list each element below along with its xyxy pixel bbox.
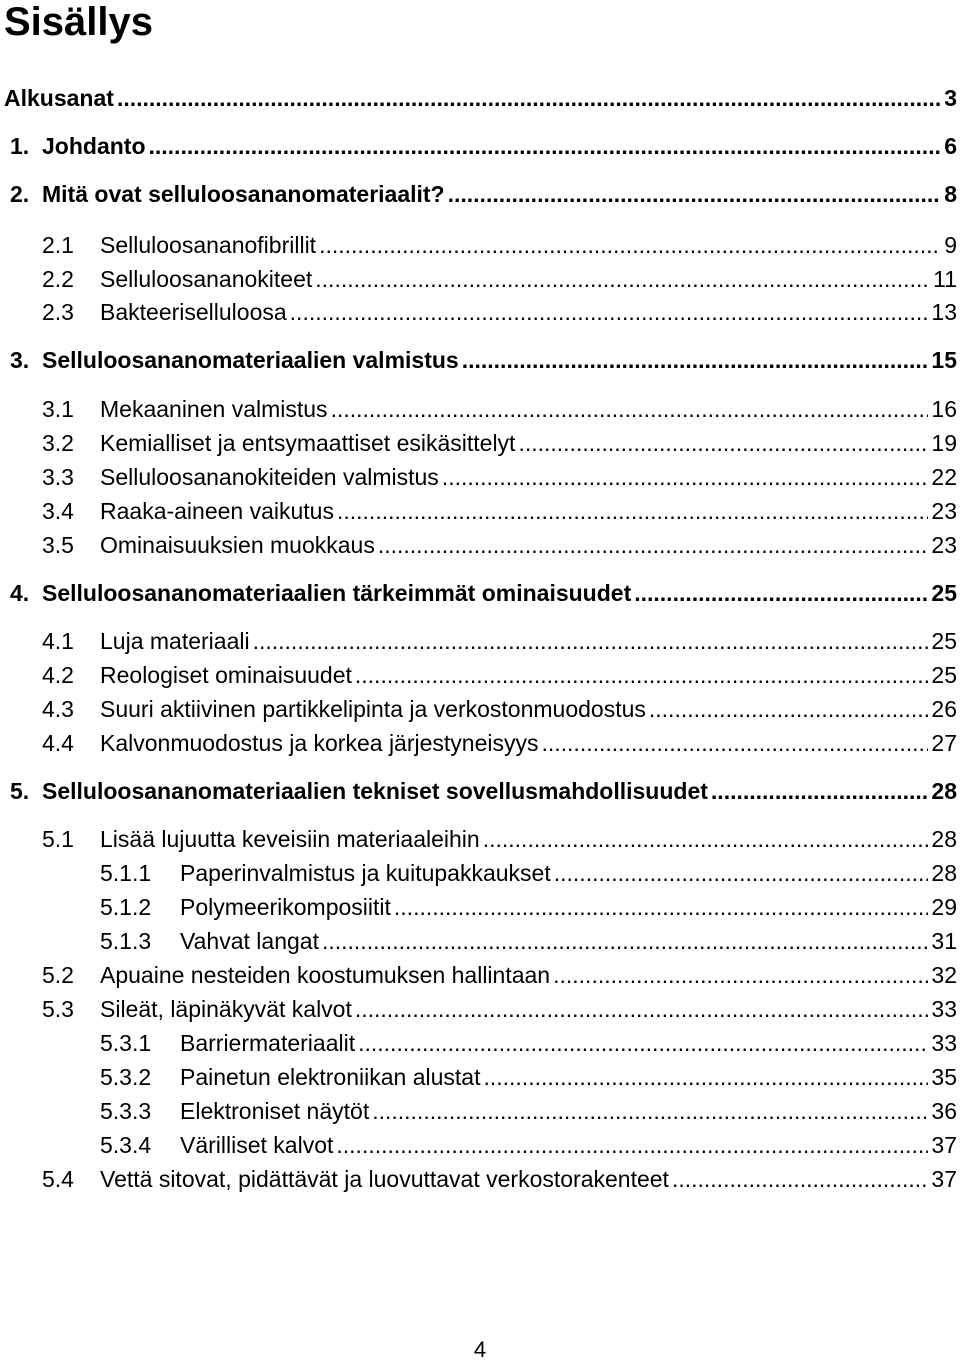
toc-entry-label: Raaka-aineen vaikutus xyxy=(100,495,335,527)
toc-leader-dots xyxy=(253,625,929,657)
toc-entry-page: 13 xyxy=(930,296,957,328)
toc-entry-label: Reologiset ominaisuudet xyxy=(100,659,353,691)
page-title: Sisällys xyxy=(4,0,154,44)
toc-entry-label: Polymeerikomposiitit xyxy=(180,891,392,923)
toc-leader-dots xyxy=(711,775,928,807)
toc-entry-number: 2.2 xyxy=(42,263,75,295)
toc-entry-page: 28 xyxy=(930,857,957,889)
toc-leader-dots xyxy=(448,178,942,210)
toc-entry-page: 32 xyxy=(930,959,957,991)
toc-entry[interactable] xyxy=(0,775,960,807)
toc-leader-dots xyxy=(149,130,942,162)
toc-entry[interactable] xyxy=(0,659,960,691)
toc-entry-number: 5.1 xyxy=(42,823,75,855)
toc-entry[interactable] xyxy=(0,959,960,991)
toc-entry[interactable] xyxy=(0,693,960,725)
toc-entry-number: 2.1 xyxy=(42,229,75,261)
toc-entry[interactable] xyxy=(0,1027,960,1059)
toc-entry-number: 5.4 xyxy=(42,1163,75,1195)
toc-entry-number: 4.3 xyxy=(42,693,75,725)
toc-entry[interactable] xyxy=(0,495,960,527)
toc-entry[interactable] xyxy=(0,1129,960,1161)
toc-leader-dots xyxy=(378,529,929,561)
toc-entry[interactable] xyxy=(0,577,960,609)
toc-entry-number: 5.1.2 xyxy=(100,891,152,923)
toc-entry[interactable] xyxy=(0,1095,960,1127)
toc-leader-dots xyxy=(319,229,941,261)
toc-entry-label: Apuaine nesteiden koostumuksen hallintaan xyxy=(100,959,551,991)
toc-entry-page: 37 xyxy=(930,1163,957,1195)
toc-entry-label: Vettä sitovat, pidättävät ja luovuttavat verkostorakenteet xyxy=(100,1163,670,1195)
toc-entry-page: 19 xyxy=(930,427,957,459)
toc-entry-number: 5.1.1 xyxy=(100,857,152,889)
toc-entry-page: 36 xyxy=(930,1095,957,1127)
toc-entry[interactable] xyxy=(0,82,960,114)
toc-entry-page: 25 xyxy=(930,625,957,657)
toc-entry-label: Luja materiaali xyxy=(100,625,251,657)
toc-entry-number: 4.1 xyxy=(42,625,75,657)
toc-entry-number: 1. xyxy=(10,130,30,162)
toc-entry-page: 23 xyxy=(930,495,957,527)
toc-entry[interactable] xyxy=(0,727,960,759)
toc-entry-number: 3.3 xyxy=(42,461,75,493)
toc-entry-label: Värilliset kalvot xyxy=(180,1129,334,1161)
toc-leader-dots xyxy=(331,393,929,425)
toc-entry[interactable] xyxy=(0,296,960,328)
toc-entry-label: Johdanto xyxy=(42,130,147,162)
toc-entry-page: 37 xyxy=(930,1129,957,1161)
toc-entry[interactable] xyxy=(0,130,960,162)
toc-leader-dots xyxy=(355,659,929,691)
toc-entry-page: 35 xyxy=(930,1061,957,1093)
toc-leader-dots xyxy=(336,1129,928,1161)
toc-entry-page: 3 xyxy=(943,82,957,114)
toc-entry-number: 5.2 xyxy=(42,959,75,991)
toc-leader-dots xyxy=(462,344,929,376)
page-number: 4 xyxy=(473,1337,487,1362)
toc-entry-number: 5.3.4 xyxy=(100,1129,152,1161)
toc-entry[interactable] xyxy=(0,393,960,425)
toc-leader-dots xyxy=(290,296,929,328)
toc-leader-dots xyxy=(315,263,930,295)
toc-entry-label: Barriermateriaalit xyxy=(180,1027,356,1059)
toc-entry-page: 28 xyxy=(930,775,957,807)
toc-leader-dots xyxy=(634,577,928,609)
toc-entry-label: Selluloosananomateriaalien tekniset sovellusmahdollisuudet xyxy=(42,775,709,807)
toc-entry-page: 6 xyxy=(943,130,957,162)
toc-entry-label: Selluloosananomateriaalien tärkeimmät ominaisuudet xyxy=(42,577,632,609)
toc-leader-dots xyxy=(322,925,928,957)
toc-entry-number: 3.4 xyxy=(42,495,75,527)
toc-leader-dots xyxy=(483,823,929,855)
toc-leader-dots xyxy=(541,727,928,759)
toc-entry-number: 4. xyxy=(10,577,30,609)
toc-entry-number: 5.3 xyxy=(42,993,75,1025)
toc-entry-page: 16 xyxy=(930,393,957,425)
toc-entry-number: 2. xyxy=(10,178,30,210)
toc-entry-label: Elektroniset näytöt xyxy=(180,1095,370,1127)
toc-entry-label: Ominaisuuksien muokkaus xyxy=(100,529,376,561)
toc-entry[interactable] xyxy=(0,1163,960,1195)
toc-entry-label: Selluloosananomateriaalien valmistus xyxy=(42,344,460,376)
toc-entry[interactable] xyxy=(0,263,960,295)
toc-entry-page: 22 xyxy=(930,461,957,493)
toc-leader-dots xyxy=(358,1027,928,1059)
toc-leader-dots xyxy=(117,82,941,114)
toc-entry-page: 33 xyxy=(930,993,957,1025)
toc-entry[interactable] xyxy=(0,993,960,1025)
toc-entry-number: 3.1 xyxy=(42,393,75,425)
toc-entry-label: Bakteeriselluloosa xyxy=(100,296,288,328)
toc-entry[interactable] xyxy=(0,461,960,493)
toc-entry[interactable] xyxy=(0,925,960,957)
toc-leader-dots xyxy=(442,461,929,493)
toc-entry-number: 4.4 xyxy=(42,727,75,759)
toc-entry-number: 5. xyxy=(10,775,30,807)
toc-entry[interactable] xyxy=(0,1061,960,1093)
toc-entry[interactable] xyxy=(0,891,960,923)
toc-entry-number: 3.5 xyxy=(42,529,75,561)
toc-entry[interactable] xyxy=(0,625,960,657)
toc-leader-dots xyxy=(672,1163,928,1195)
toc-entry-number: 5.3.1 xyxy=(100,1027,152,1059)
toc-entry-number: 5.1.3 xyxy=(100,925,152,957)
toc-entry-label: Selluloosananokiteet xyxy=(100,263,313,295)
toc-entry-page: 8 xyxy=(943,178,957,210)
toc-leader-dots xyxy=(518,427,928,459)
toc-entry-page: 31 xyxy=(930,925,957,957)
toc-entry-label: Vahvat langat xyxy=(180,925,320,957)
toc-entry-page: 9 xyxy=(943,229,957,261)
toc-entry-label: Lisää lujuutta keveisiin materiaaleihin xyxy=(100,823,481,855)
toc-entry-number: 2.3 xyxy=(42,296,75,328)
toc-entry-label: Kemialliset ja entsymaattiset esikäsittelyt xyxy=(100,427,516,459)
toc-entry-page: 25 xyxy=(930,577,957,609)
toc-entry-page: 33 xyxy=(930,1027,957,1059)
toc-entry[interactable] xyxy=(0,857,960,889)
toc-leader-dots xyxy=(553,959,928,991)
toc-entry[interactable] xyxy=(0,823,960,855)
toc-entry-label: Sileät, läpinäkyvät kalvot xyxy=(100,993,353,1025)
toc-entry[interactable] xyxy=(0,427,960,459)
toc-entry-label: Alkusanat xyxy=(4,82,115,114)
toc-entry-page: 27 xyxy=(930,727,957,759)
toc-entry-label: Mekaaninen valmistus xyxy=(100,393,329,425)
toc-entry-number: 3. xyxy=(10,344,30,376)
toc-entry-page: 25 xyxy=(930,659,957,691)
toc-entry-page: 11 xyxy=(932,263,957,295)
toc-entry-page: 15 xyxy=(930,344,957,376)
toc-leader-dots xyxy=(483,1061,928,1093)
toc-leader-dots xyxy=(355,993,929,1025)
toc-entry-label: Mitä ovat selluloosananomateriaalit? xyxy=(42,178,446,210)
toc-entry-label: Selluloosananofibrillit xyxy=(100,229,317,261)
toc-entry-label: Selluloosananokiteiden valmistus xyxy=(100,461,440,493)
toc-entry[interactable] xyxy=(0,344,960,376)
toc-entry-label: Suuri aktiivinen partikkelipinta ja verkostonmuodostus xyxy=(100,693,647,725)
toc-entry-number: 3.2 xyxy=(42,427,75,459)
toc-entry-number: 5.3.3 xyxy=(100,1095,152,1127)
toc-leader-dots xyxy=(337,495,928,527)
toc-entry-page: 26 xyxy=(930,693,957,725)
toc-leader-dots xyxy=(649,693,929,725)
toc-entry-label: Paperinvalmistus ja kuitupakkaukset xyxy=(180,857,552,889)
toc-entry-number: 4.2 xyxy=(42,659,75,691)
toc-entry-page: 28 xyxy=(930,823,957,855)
toc-entry-number: 5.3.2 xyxy=(100,1061,152,1093)
toc-leader-dots xyxy=(372,1095,928,1127)
toc-leader-dots xyxy=(394,891,929,923)
toc-entry-page: 29 xyxy=(930,891,957,923)
toc-entry-label: Painetun elektroniikan alustat xyxy=(180,1061,481,1093)
toc-entry-label: Kalvonmuodostus ja korkea järjestyneisyys xyxy=(100,727,539,759)
toc-entry[interactable] xyxy=(0,229,960,261)
toc-leader-dots xyxy=(554,857,929,889)
toc-entry[interactable] xyxy=(0,178,960,210)
toc-entry[interactable] xyxy=(0,529,960,561)
toc-entry-page: 23 xyxy=(930,529,957,561)
